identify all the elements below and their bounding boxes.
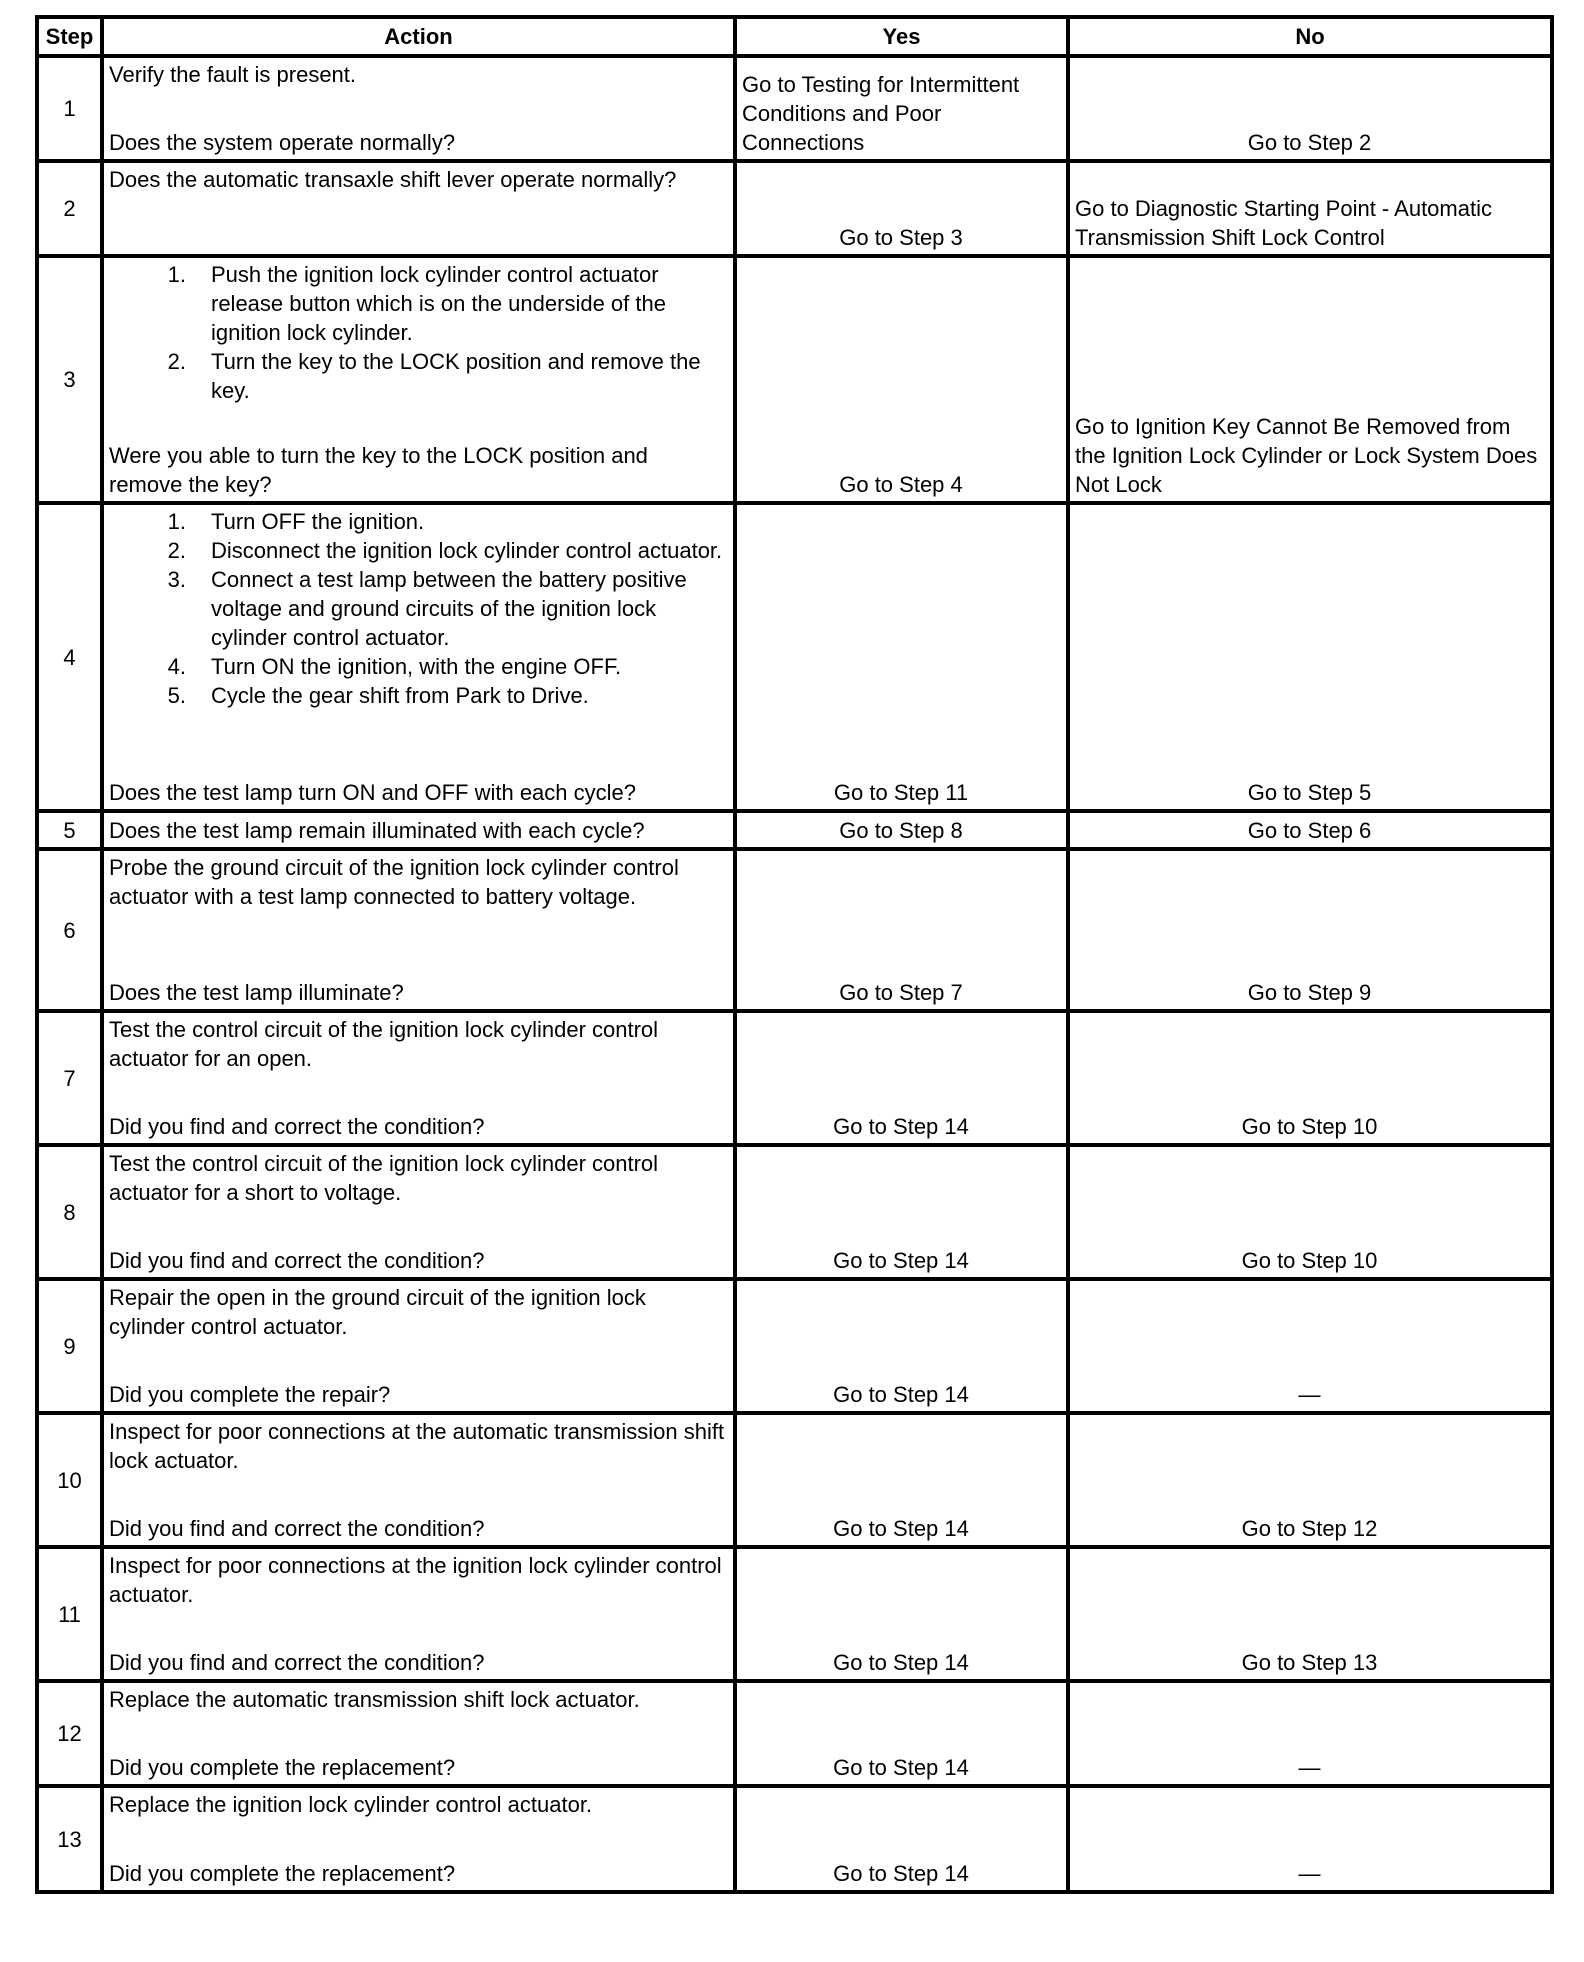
table-row [37, 256, 1552, 503]
step-number: 9 [37, 1279, 102, 1413]
action-intro: Probe the ground circuit of the ignition lock cylinder control actuator with a test lamp connected to battery voltage. [109, 855, 679, 909]
table-row [37, 1786, 1552, 1892]
header-yes: Yes [735, 17, 1068, 56]
no-result: — [1068, 1279, 1552, 1413]
action-question: Did you find and correct the condition? [109, 1248, 485, 1273]
action-intro: Inspect for poor connections at the ignition lock cylinder control actuator. [109, 1553, 722, 1607]
action-step-number: 4. [167, 654, 186, 679]
header-action: Action [102, 17, 735, 56]
action-cell [102, 256, 735, 503]
action-question: Does the test lamp illuminate? [109, 980, 404, 1005]
action-cell [102, 811, 735, 849]
action-step-number: 5. [167, 683, 186, 708]
action-step-text: Push the ignition lock cylinder control actuator release button which is on the underside of the ignition lock cylinder. [211, 262, 666, 345]
action-content [109, 1790, 727, 1888]
no-result: Go to Step 10 [1068, 1011, 1552, 1145]
yes-result: Go to Step 11 [735, 503, 1068, 811]
table-row [37, 161, 1552, 256]
step-number: 5 [37, 811, 102, 849]
action-step-text: Turn the key to the LOCK position and remove the key. [211, 349, 701, 403]
yes-result: Go to Step 14 [735, 1011, 1068, 1145]
action-content [109, 60, 727, 157]
action-intro: Verify the fault is present. [109, 62, 357, 87]
action-step-item [109, 652, 727, 681]
action-instructions [109, 853, 727, 911]
action-instructions [109, 165, 727, 194]
action-intro: Test the control circuit of the ignition lock cylinder control actuator for an open. [109, 1017, 659, 1071]
step-number: 10 [37, 1413, 102, 1547]
no-result: Go to Step 10 [1068, 1145, 1552, 1279]
table-row [37, 503, 1552, 811]
action-intro: Test the control circuit of the ignition lock cylinder control actuator for a short to voltage. [109, 1151, 659, 1205]
action-question: Did you complete the replacement? [109, 1755, 456, 1780]
action-step-item [109, 260, 727, 347]
action-question: Does the test lamp remain illuminated with each cycle? [109, 817, 645, 843]
action-question: Does the automatic transaxle shift lever operate normally? [109, 167, 677, 192]
action-content [109, 853, 727, 1007]
yes-result: Go to Step 14 [735, 1681, 1068, 1786]
yes-result: Go to Step 3 [735, 161, 1068, 256]
table-row [37, 1413, 1552, 1547]
action-instructions [109, 507, 727, 710]
action-content [109, 1685, 727, 1782]
yes-result: Go to Step 14 [735, 1786, 1068, 1892]
no-result: Go to Step 13 [1068, 1547, 1552, 1681]
action-step-number: 1. [167, 509, 186, 534]
action-instructions [109, 260, 727, 405]
action-step-number: 3. [167, 567, 186, 592]
action-intro: Repair the open in the ground circuit of the ignition lock cylinder control actuator. [109, 1285, 646, 1339]
diagnostic-table [35, 15, 1554, 1894]
step-number: 1 [37, 56, 102, 161]
yes-result: Go to Testing for Intermittent Conditions and Poor Connections [735, 56, 1068, 161]
table-row [37, 1547, 1552, 1681]
action-content [109, 1417, 727, 1543]
action-cell [102, 1786, 735, 1892]
action-step-item [109, 507, 727, 536]
action-cell [102, 1145, 735, 1279]
step-number: 12 [37, 1681, 102, 1786]
action-step-number: 2. [167, 349, 186, 374]
yes-result: Go to Step 14 [735, 1145, 1068, 1279]
action-instructions [109, 60, 727, 89]
no-result: Go to Step 9 [1068, 849, 1552, 1011]
no-result: Go to Step 2 [1068, 56, 1552, 161]
action-instructions [109, 1551, 727, 1609]
step-number: 3 [37, 256, 102, 503]
action-instructions [109, 1283, 727, 1341]
no-result: Go to Ignition Key Cannot Be Removed from the Ignition Lock Cylinder or Lock System Does Not Lock [1068, 256, 1552, 503]
action-cell [102, 1279, 735, 1413]
action-instructions [109, 1685, 727, 1714]
action-content [109, 1551, 727, 1677]
action-step-number: 1. [167, 262, 186, 287]
no-result: — [1068, 1786, 1552, 1892]
action-question: Did you complete the replacement? [109, 1861, 456, 1886]
action-intro: Inspect for poor connections at the automatic transmission shift lock actuator. [109, 1419, 725, 1473]
action-instructions [109, 1015, 727, 1073]
action-question: Did you find and correct the condition? [109, 1650, 485, 1675]
action-content [109, 1015, 727, 1141]
no-result: Go to Step 5 [1068, 503, 1552, 811]
action-content [109, 260, 727, 499]
yes-result: Go to Step 8 [735, 811, 1068, 849]
action-content [109, 165, 727, 252]
yes-result: Go to Step 4 [735, 256, 1068, 503]
action-step-text: Turn ON the ignition, with the engine OFF. [211, 654, 622, 679]
action-step-item [109, 565, 727, 652]
action-question: Were you able to turn the key to the LOCK position and remove the key? [109, 443, 648, 497]
action-steps-list [109, 507, 727, 710]
table-row [37, 56, 1552, 161]
action-cell [102, 1011, 735, 1145]
no-result: Go to Diagnostic Starting Point - Automatic Transmission Shift Lock Control [1068, 161, 1552, 256]
action-content [109, 1283, 727, 1409]
action-steps-list [109, 260, 727, 405]
action-step-item [109, 347, 727, 405]
yes-result: Go to Step 14 [735, 1547, 1068, 1681]
table-row [37, 1681, 1552, 1786]
action-step-item [109, 681, 727, 710]
action-content [109, 1149, 727, 1275]
yes-result: Go to Step 14 [735, 1279, 1068, 1413]
action-question: Does the system operate normally? [109, 130, 456, 155]
action-cell [102, 161, 735, 256]
action-step-text: Turn OFF the ignition. [211, 509, 425, 534]
action-step-text: Disconnect the ignition lock cylinder control actuator. [211, 538, 723, 563]
yes-result: Go to Step 7 [735, 849, 1068, 1011]
action-cell [102, 1547, 735, 1681]
table-row [37, 1011, 1552, 1145]
header-row [37, 17, 1552, 56]
action-step-text: Cycle the gear shift from Park to Drive. [211, 683, 589, 708]
header-step: Step [37, 17, 102, 56]
no-result: Go to Step 12 [1068, 1413, 1552, 1547]
table-row [37, 811, 1552, 849]
step-number: 2 [37, 161, 102, 256]
action-step-item [109, 536, 727, 565]
action-intro: Replace the automatic transmission shift lock actuator. [109, 1687, 640, 1712]
action-cell [102, 56, 735, 161]
action-question: Does the test lamp turn ON and OFF with each cycle? [109, 780, 637, 805]
action-question: Did you find and correct the condition? [109, 1114, 485, 1139]
action-cell [102, 849, 735, 1011]
action-step-text: Connect a test lamp between the battery positive voltage and ground circuits of the ignition lock cylinder control actuator. [211, 567, 687, 650]
action-content [109, 815, 727, 845]
action-step-number: 2. [167, 538, 186, 563]
header-no: No [1068, 17, 1552, 56]
action-cell [102, 1681, 735, 1786]
no-result: — [1068, 1681, 1552, 1786]
step-number: 7 [37, 1011, 102, 1145]
action-question: Did you find and correct the condition? [109, 1516, 485, 1541]
action-question: Did you complete the repair? [109, 1382, 391, 1407]
step-number: 8 [37, 1145, 102, 1279]
table-row [37, 849, 1552, 1011]
step-number: 4 [37, 503, 102, 811]
action-cell [102, 503, 735, 811]
table-row [37, 1279, 1552, 1413]
yes-result: Go to Step 14 [735, 1413, 1068, 1547]
step-number: 11 [37, 1547, 102, 1681]
action-content [109, 507, 727, 807]
action-cell [102, 1413, 735, 1547]
step-number: 6 [37, 849, 102, 1011]
action-instructions [109, 1149, 727, 1207]
step-number: 13 [37, 1786, 102, 1892]
action-intro: Replace the ignition lock cylinder control actuator. [109, 1792, 593, 1817]
action-instructions [109, 1417, 727, 1475]
action-instructions [109, 1790, 727, 1819]
no-result: Go to Step 6 [1068, 811, 1552, 849]
table-row [37, 1145, 1552, 1279]
